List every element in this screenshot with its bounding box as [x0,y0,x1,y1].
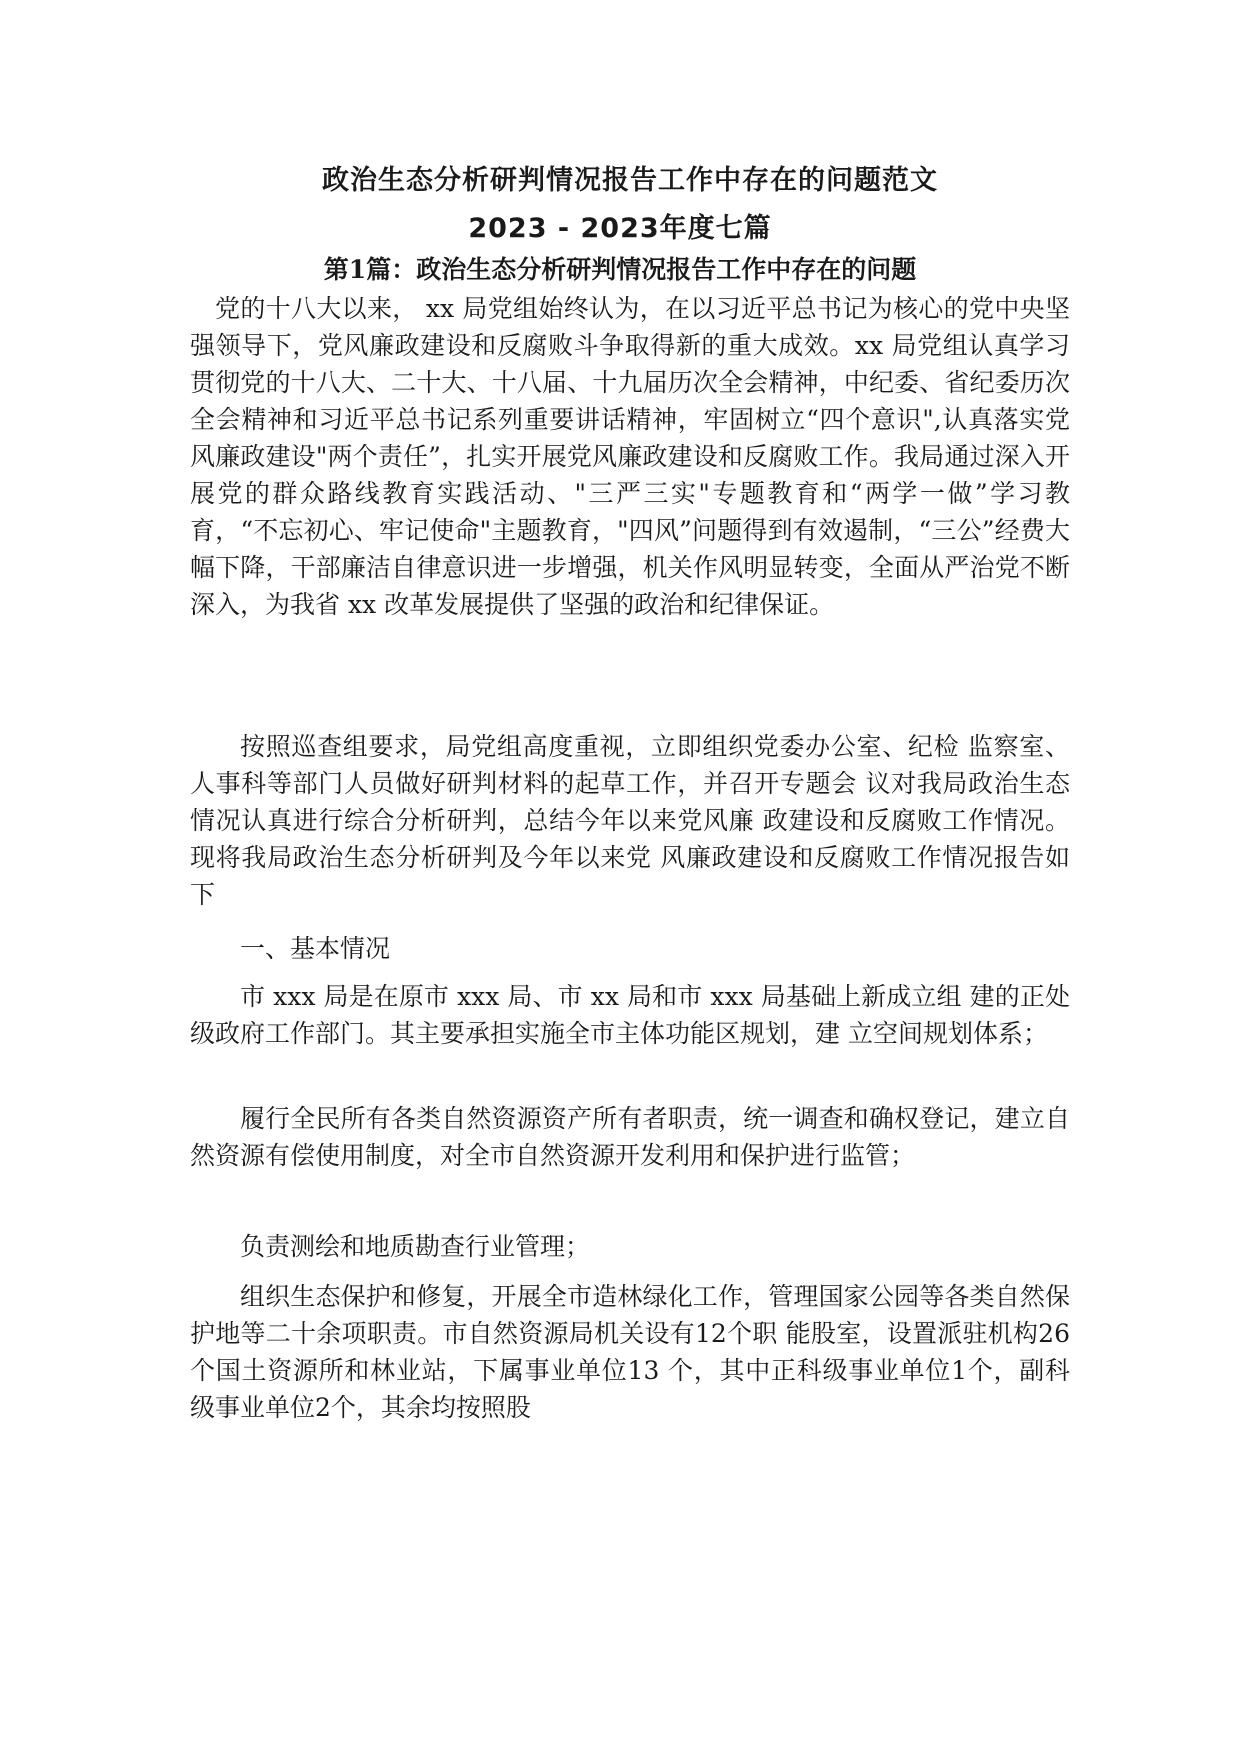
paragraph: 组织生态保护和修复，开展全市造林绿化工作，管理国家公园等各类自然保护地等二十余项职责。市自然资源局机关设有12个职 能股室，设置派驻机构26个国土资源所和林业站，下属事业单位13 个，其中正科级事业单位1个，副科级事业单位2个，其余均按照股 [190,1282,1070,1422]
paragraph: 市 xxx 局是在原市 xxx 局、市 xx 局和市 xxx 局基础上新成立组 建的正处级政府工作部门。其主要承担实施全市主体功能区规划，建 立空间规划体系； [190,982,1070,1048]
section-heading: 第1篇：政治生态分析研判情况报告工作中存在的问题 [323,255,917,284]
document-title-line1: 政治生态分析研判情况报告工作中存在的问题范文 [322,165,938,196]
document-title-line2: 2023 - 2023年度七篇 [468,213,772,244]
section-subheading: 一、基本情况 [240,934,391,963]
paragraph: 党的十八大以来， xx 局党组始终认为，在以习近平总书记为核心的党中央坚强领导下，党风廉政建设和反腐败斗争取得新的重大成效。xx 局党组认真学习贯彻党的十八大、二十大、十八届、十九届历次全会精神，中纪委、省纪委历次全会精神和习近平总书记系列重要讲话精神，牢固树立“四个意识",认真落实党风廉政建设"两个责任”，扎实开展党风廉政建设和反腐败工作。我局通过深入开展党的群众路线教育实践活动、"三严三实"专题教育和“两学一做”学习教育，“不忘初心、牢记使命"主题教育，"四风”问题得到有效遏制，“三公”经费大幅下降，干部廉洁自律意识进一步增强，机关作风明显转变，全面从严治党不断深入，为我省 xx 改革发展提供了坚强的政治和纪律保证。 [190,294,1070,619]
paragraph: 按照巡查组要求，局党组高度重视，立即组织党委办公室、纪检 监察室、人事科等部门人员做好研判材料的起草工作，并召开专题会 议对我局政治生态情况认真进行综合分析研判，总结今年以来党风廉 政建设和反腐败工作情况。现将我局政治生态分析研判及今年以来党 风廉政建设和反腐败工作情况报告如下 [190,732,1070,909]
paragraph: 负责测绘和地质勘查行业管理； [240,1232,591,1261]
paragraph: 履行全民所有各类自然资源资产所有者职责，统一调查和确权登记，建立自然资源有偿使用制度，对全市自然资源开发利用和保护进行监管； [190,1104,1070,1170]
